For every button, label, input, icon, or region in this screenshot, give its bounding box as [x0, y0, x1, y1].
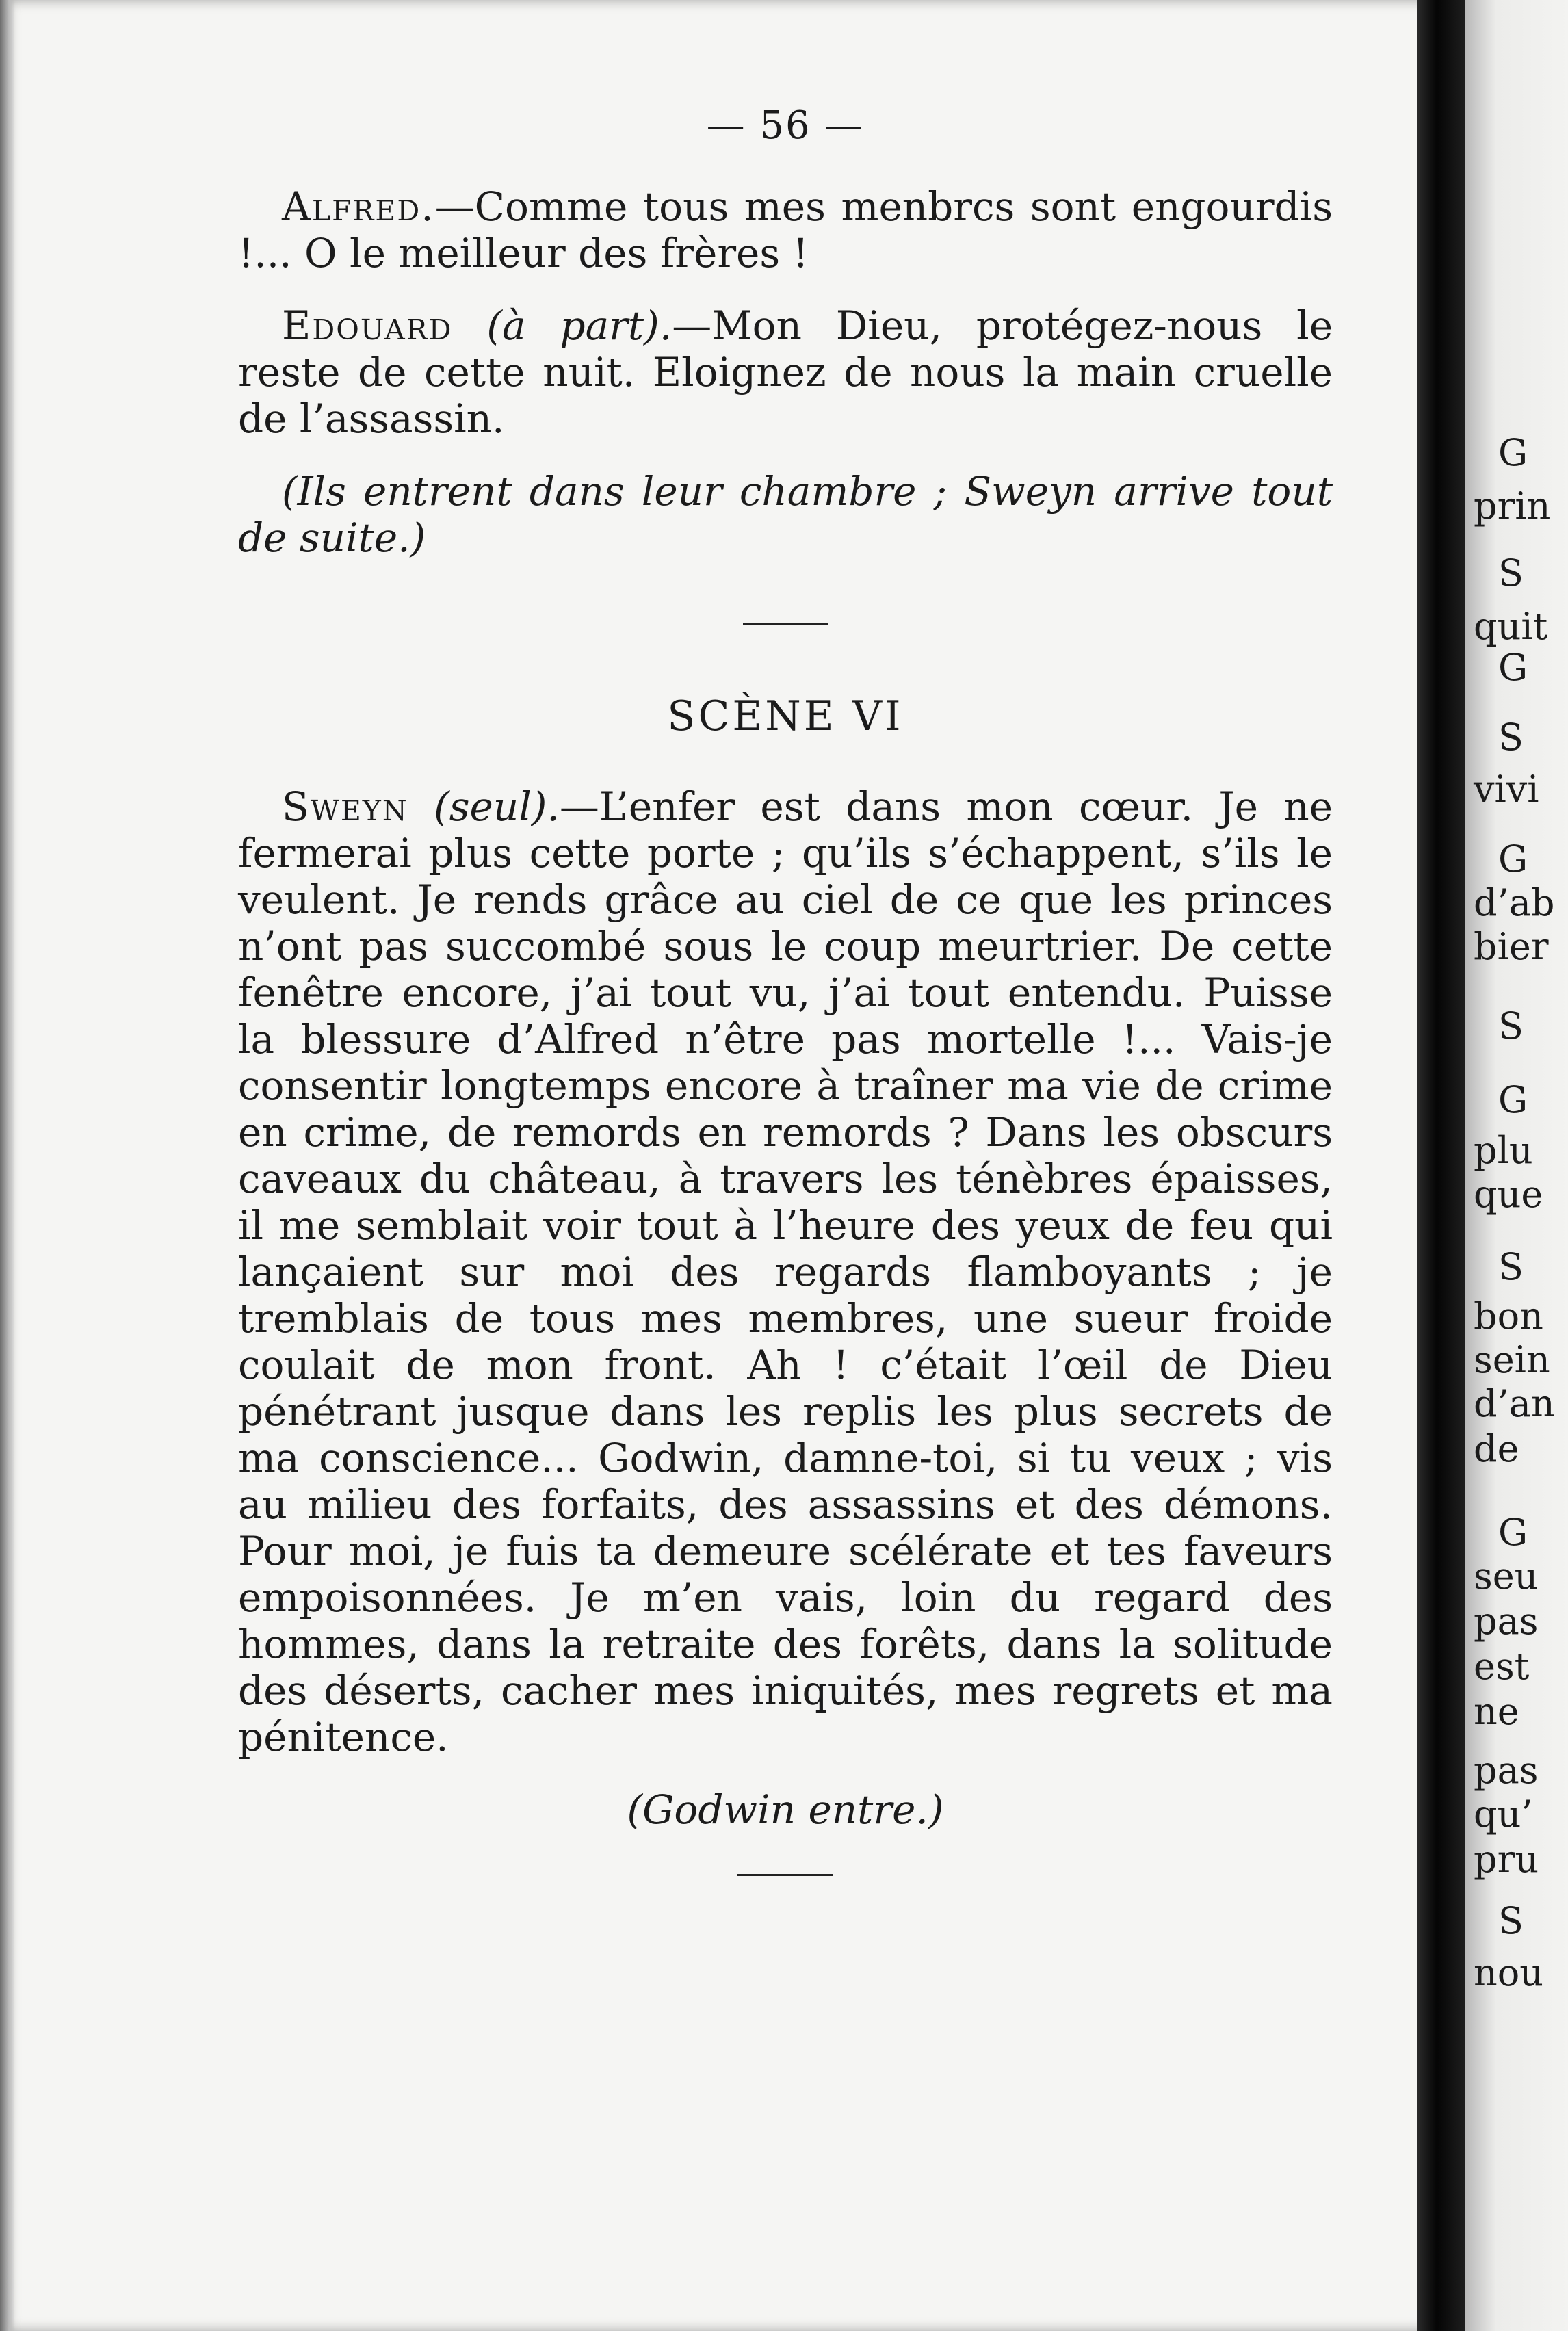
- speaker-name: Sweyn: [282, 783, 408, 830]
- text-fragment: seu: [1474, 1554, 1539, 1598]
- page-edge-shadow: [0, 0, 15, 2331]
- text-fragment: plu: [1474, 1129, 1533, 1172]
- text-fragment: bon: [1474, 1294, 1543, 1338]
- text-fragment: bier: [1474, 925, 1549, 968]
- text-fragment: que: [1474, 1173, 1543, 1216]
- book-gutter: [1417, 0, 1465, 2331]
- text-fragment: d’an: [1474, 1382, 1555, 1425]
- text-fragment: S: [1498, 551, 1524, 595]
- text-fragment: G: [1498, 1078, 1528, 1121]
- text-fragment: prin: [1474, 484, 1551, 528]
- text-fragment: pas: [1474, 1749, 1539, 1792]
- text-fragment: S: [1498, 1004, 1524, 1047]
- text-fragment: de: [1474, 1427, 1519, 1470]
- text-fragment: S: [1498, 1899, 1524, 1942]
- scene-title: SCÈNE VI: [667, 692, 904, 740]
- text-fragment: qu’: [1474, 1793, 1533, 1836]
- stage-direction: (Ils entrent dans leur chambre ; Sweyn arrive tout de suite.): [238, 468, 1333, 561]
- dialogue-text: —Comme tous mes menbrcs sont engourdis !... O le meilleur des frères !: [238, 183, 1333, 276]
- section-divider: [743, 623, 828, 625]
- text-fragment: S: [1498, 716, 1524, 759]
- page-number: — 56 —: [706, 103, 865, 148]
- text-fragment: G: [1498, 1511, 1528, 1554]
- text-fragment: nou: [1474, 1951, 1544, 1994]
- page-text: [238, 103, 1333, 1876]
- monologue-sweyn: [238, 783, 1333, 1760]
- text-fragment: pas: [1474, 1600, 1539, 1643]
- stage-note: (seul).: [434, 783, 560, 830]
- speaker-name: Alfred.: [282, 183, 435, 230]
- text-fragment: quit: [1474, 605, 1548, 648]
- text-fragment: sein: [1474, 1338, 1550, 1381]
- text-fragment: G: [1498, 431, 1528, 474]
- text-fragment: G: [1498, 646, 1528, 689]
- speaker-name: Edouard: [282, 302, 453, 349]
- text-fragment: G: [1498, 837, 1528, 881]
- stage-note: (à part).: [486, 302, 672, 349]
- text-fragment: est: [1474, 1645, 1530, 1688]
- dialogue-edouard: [238, 302, 1333, 442]
- text-fragment: pru: [1474, 1838, 1539, 1881]
- dialogue-alfred: [238, 183, 1333, 276]
- stage-direction: (Godwin entre.): [627, 1786, 944, 1833]
- text-fragment: vivi: [1474, 768, 1539, 811]
- text-fragment: d’ab: [1474, 881, 1555, 924]
- text-fragment: ne: [1474, 1690, 1519, 1733]
- text-fragment: S: [1498, 1245, 1524, 1288]
- dialogue-text: —L’enfer est dans mon cœur. Je ne fermerai plus cette porte ; qu’ils s’échappent, s’ils le veulent. Je rends grâce au ciel de ce que les princes n’ont pas succombé sous le coup meurtrier. De cette fenêtre encore, j’ai tout vu, j’ai tout entendu. Puisse la blessure d’Alfred n’être pas mortelle !... Vais-je consentir longtemps encore à traîner ma vie de crime en crime, de remords en remords ? Dans les obscurs caveaux du château, à travers les ténèbres épaisses, il me semblait voir tout à l’heure des yeux de feu qui lançaient sur moi des regards flamboyants ; je tremblais de tous mes membres, une sueur froide coulait de mon front. Ah ! c’était l’œil de Dieu pénétrant jusque dans les replis les plus secrets de ma conscience... Godwin, damne-toi, si tu veux ; vis au milieu des forfaits, des assassins et des démons. Pour moi, je fuis ta demeure scélérate et tes faveurs empoisonnées. Je m’en vais, loin du regard des hommes, dans la retraite des forêts, dans la solitude des déserts, cacher mes iniquités, mes regrets et ma pénitence.: [238, 783, 1333, 1760]
- right-page-fragment: [1465, 0, 1568, 2331]
- dialogue-text: —Mon Dieu, protégez-nous le reste de cette nuit. Eloignez de nous la main cruelle de l’assassin.: [238, 302, 1333, 442]
- section-divider: [737, 1874, 833, 1876]
